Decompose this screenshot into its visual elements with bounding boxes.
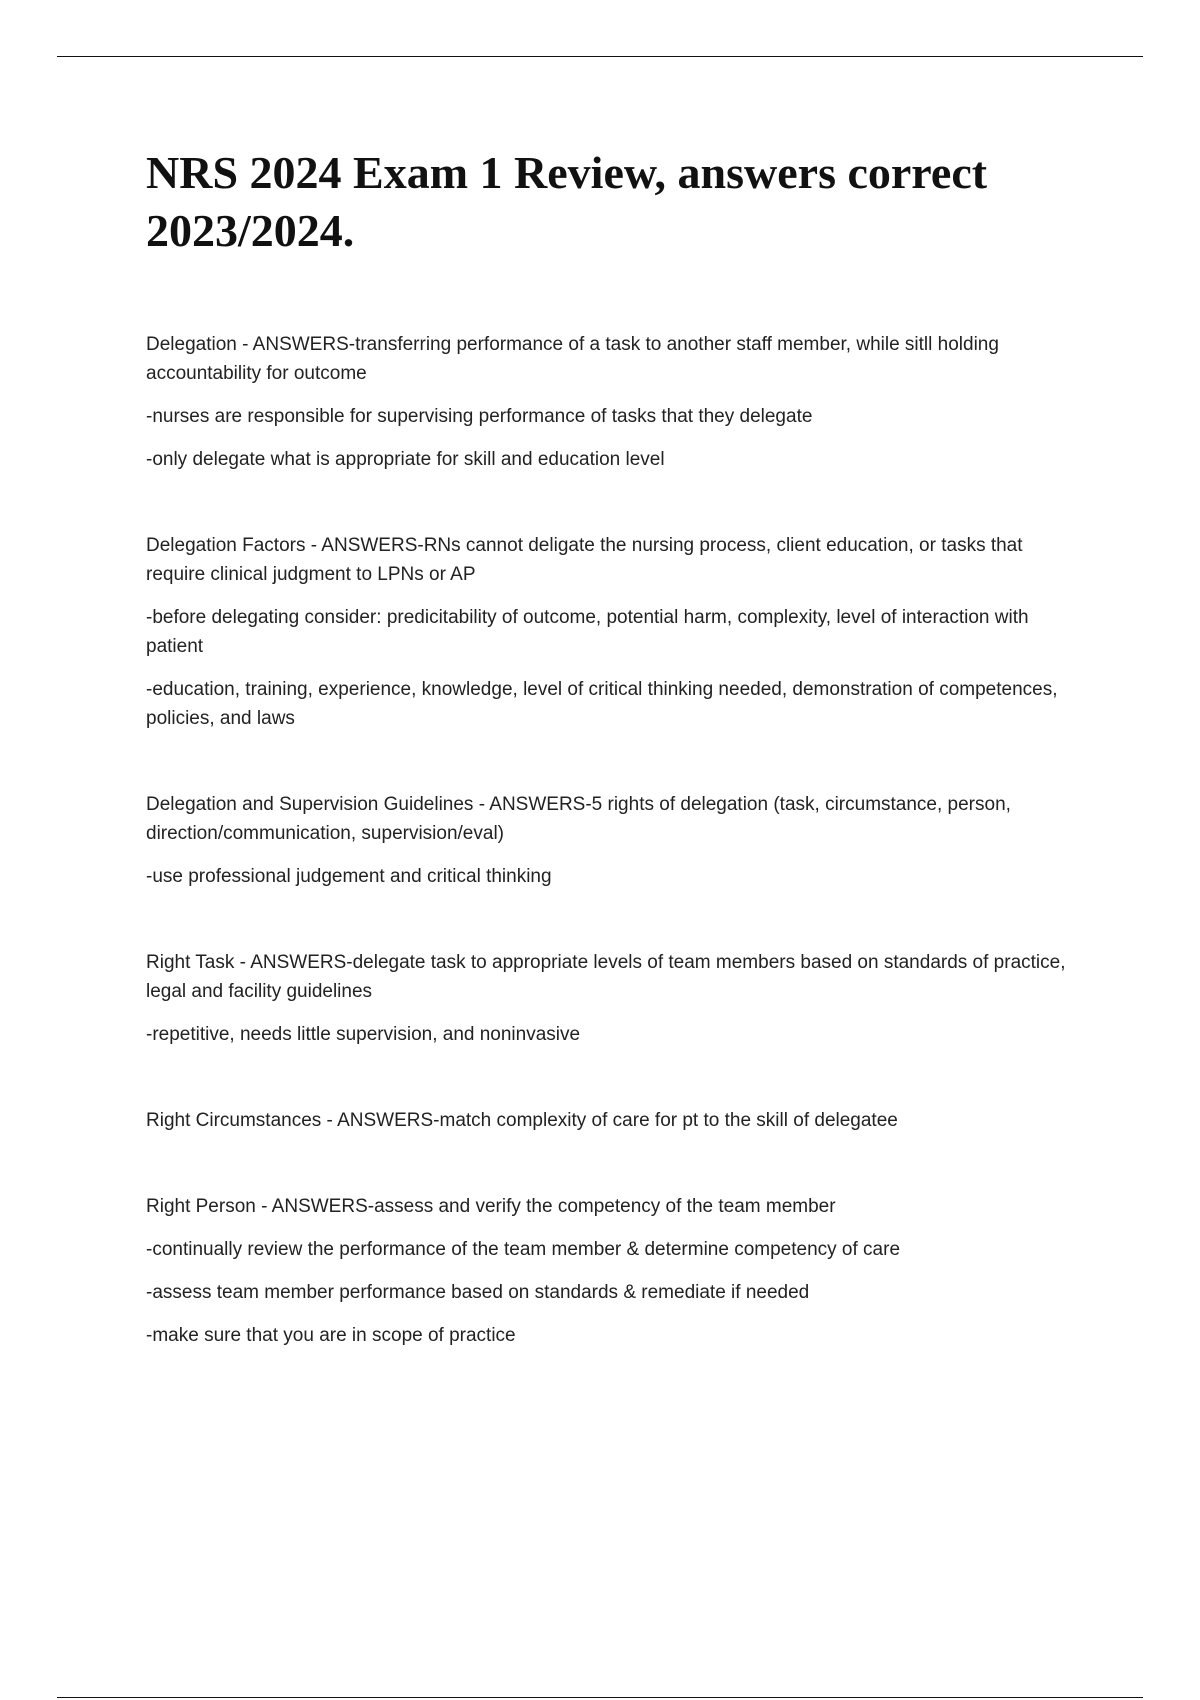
document-body <box>146 330 1080 1407</box>
entry-delegation-supervision-guidelines <box>146 790 1080 891</box>
entry-note: -use professional judgement and critical thinking <box>146 866 552 887</box>
top-divider <box>57 56 1143 57</box>
entry-note: -repetitive, needs little supervision, and noninvasive <box>146 1024 581 1045</box>
entry-definition: Right Circumstances - ANSWERS-match complexity of care for pt to the skill of delegatee <box>146 1110 898 1131</box>
entry-delegation-factors <box>146 531 1080 733</box>
entry-definition: Delegation and Supervision Guidelines - ANSWERS-5 rights of delegation (task, circumstance, person, direction/communication, supervision/eval) <box>146 794 1011 844</box>
entry-note: -before delegating consider: predicitability of outcome, potential harm, complexity, level of interaction with patient <box>146 607 1029 657</box>
entry-note: -continually review the performance of the team member & determine competency of care <box>146 1239 901 1260</box>
entry-definition: Right Task - ANSWERS-delegate task to appropriate levels of team members based on standards of practice, legal and facility guidelines <box>146 952 1066 1002</box>
entry-delegation <box>146 330 1080 474</box>
bottom-divider <box>57 1697 1143 1698</box>
entry-right-task <box>146 948 1080 1049</box>
entry-note: -education, training, experience, knowledge, level of critical thinking needed, demonstration of competences, policies, and laws <box>146 679 1058 729</box>
entry-right-circumstances <box>146 1106 1080 1135</box>
entry-definition: Right Person - ANSWERS-assess and verify the competency of the team member <box>146 1196 836 1217</box>
entry-right-person <box>146 1192 1080 1350</box>
entry-note: -nurses are responsible for supervising performance of tasks that they delegate <box>146 406 813 427</box>
entry-note: -only delegate what is appropriate for skill and education level <box>146 449 665 470</box>
entry-definition: Delegation - ANSWERS-transferring performance of a task to another staff member, while sitll holding accountability for outcome <box>146 334 999 384</box>
entry-note: -assess team member performance based on standards & remediate if needed <box>146 1282 810 1303</box>
page-title: NRS 2024 Exam 1 Review, answers correct 2023/2024. <box>146 147 988 256</box>
entry-definition: Delegation Factors - ANSWERS-RNs cannot deligate the nursing process, client education, or tasks that require clinical judgment to LPNs or AP <box>146 535 1023 585</box>
entry-note: -make sure that you are in scope of practice <box>146 1325 516 1346</box>
